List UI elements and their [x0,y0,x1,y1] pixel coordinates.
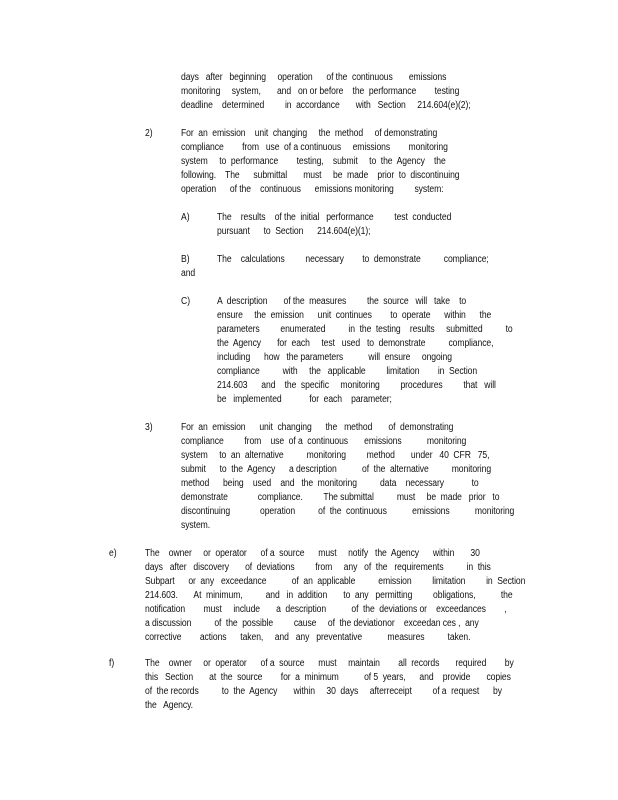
item-3-line: For an emission unit changing the method of demonstrating [181,422,454,433]
item-f-label: f) [109,658,115,669]
subitem-B-label: B) [181,254,190,265]
item-f-line: the Agency. [145,700,193,711]
item-f-line: The owner or operator of a source must maintain all records required by [145,658,514,669]
item-2-line: compliance from use of a continuous emissions monitoring [181,142,448,153]
item-e-line: a discussion of the possible cause of the deviationor exceedan ces , any [145,618,479,629]
item-3-line: system to an alternative monitoring method under 40 CFR 75, [181,450,490,461]
item-3-line: compliance from use of a continuous emissions monitoring [181,436,467,447]
intro-line: monitoring system, and on or before the performance testing [181,86,460,97]
subitem-C-line: A description of the measures the source will take to [217,296,467,307]
subitem-B-trailing: and [181,268,196,279]
item-2-label: 2) [145,128,153,139]
item-2-line: following. The submittal must be made prior to discontinuing [181,170,460,181]
subitem-C-line: including how the parameters will ensure ongoing [217,352,452,363]
item-2-line: system to performance testing, submit to the Agency the [181,156,446,167]
item-3-line: discontinuing operation of the continuous emissions monitoring [181,506,515,517]
intro-line: days after beginning operation of the continuous emissions [181,72,447,83]
item-3-line: submit to the Agency a description of the alternative monitoring [181,464,492,475]
subitem-C-line: 214.603 and the specific monitoring procedures that will [217,380,496,391]
subitem-C-line: be implemented for each parameter; [217,394,392,405]
intro-line: deadline determined in accordance with Section 214.604(e)(2); [181,100,471,111]
subitem-A-line: The results of the initial performance test conducted [217,212,452,223]
item-e-line: Subpart or any exceedance of an applicable emission limitation in Section [145,576,526,587]
item-2-line: For an emission unit changing the method of demonstrating [181,128,438,139]
item-2-line: operation of the continuous emissions monitoring system: [181,184,444,195]
item-f-line: this Section at the source for a minimum of 5 years, and provide copies [145,672,511,683]
item-3-label: 3) [145,422,153,433]
subitem-B-line: The calculations necessary to demonstrate compliance; [217,254,489,265]
item-3-line: demonstrate compliance. The submittal must be made prior to [181,492,500,503]
item-e-line: days after discovery of deviations from any of the requirements in this [145,562,491,573]
subitem-A-label: A) [181,212,190,223]
item-e-line: The owner or operator of a source must notify the Agency within 30 [145,548,480,559]
subitem-C-line: parameters enumerated in the testing results submitted to [217,324,513,335]
subitem-A-line: pursuant to Section 214.604(e)(1); [217,226,371,237]
item-e-label: e) [109,548,117,559]
item-e-line: notification must include a description of the deviations or exceedances , [145,604,507,615]
item-3-line: system. [181,520,211,531]
item-f-line: of the records to the Agency within 30 days afterreceipt of a request by [145,686,502,697]
subitem-C-line: ensure the emission unit continues to operate within the [217,310,492,321]
subitem-C-line: compliance with the applicable limitation in Section [217,366,478,377]
item-3-line: method being used and the monitoring data necessary to [181,478,479,489]
subitem-C-label: C) [181,296,191,307]
subitem-C-line: the Agency for each test used to demonstrate compliance, [217,338,494,349]
item-e-line: 214.603. At minimum, and in addition to any permitting obligations, the [145,590,513,601]
item-e-line: corrective actions taken, and any preventative measures taken. [145,632,471,643]
